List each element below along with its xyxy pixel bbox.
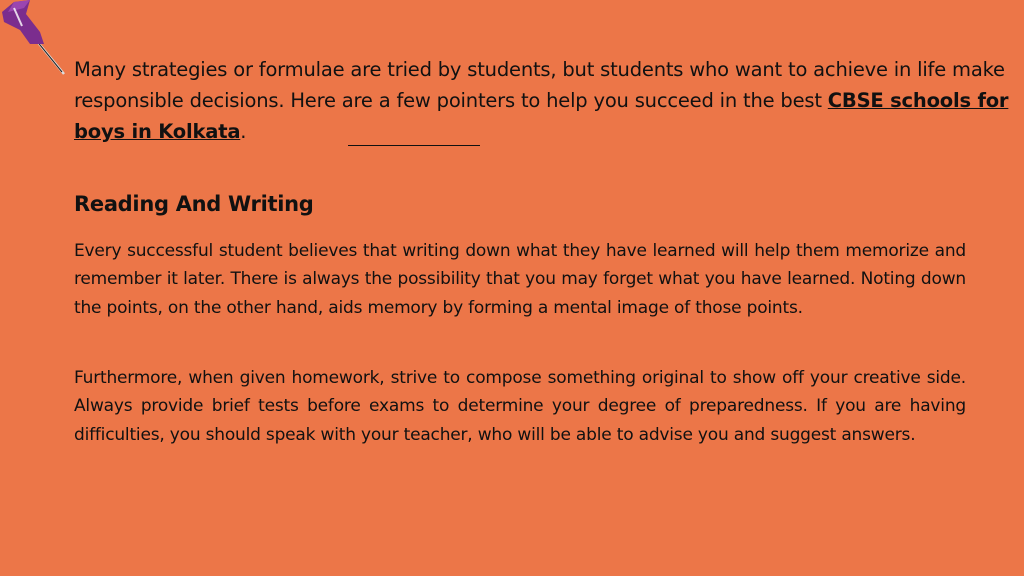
paragraph-reading: Every successful student believes that writing down what they have learned will help them memorize and remember it later. There is always the possibility that you may forget what you have learned. Noting down the points, on the other hand, aids memory by forming a mental image of those points. — [74, 241, 966, 318]
link-underline-divider — [348, 145, 480, 146]
pushpin-icon — [0, 0, 70, 80]
paragraph-homework: Furthermore, when given homework, strive to compose something original to show off your creative side. Always provide brief tests before exams to determine your degree of preparedness. If you are having difficulties, you should speak with your teacher, who will be able to advise you and suggest answers. — [74, 368, 966, 445]
intro-text: Many strategies or formulae are tried by students, but students who want to achieve in life make responsible decisions. Here are a few pointers to help you succeed in the best — [74, 58, 1005, 112]
intro-end: . — [240, 120, 247, 143]
section-heading: Reading And Writing — [74, 192, 314, 216]
intro-paragraph — [74, 54, 1014, 147]
cbse-schools-link[interactable]: CBSE schools for boys in Kolkata — [74, 89, 1009, 143]
